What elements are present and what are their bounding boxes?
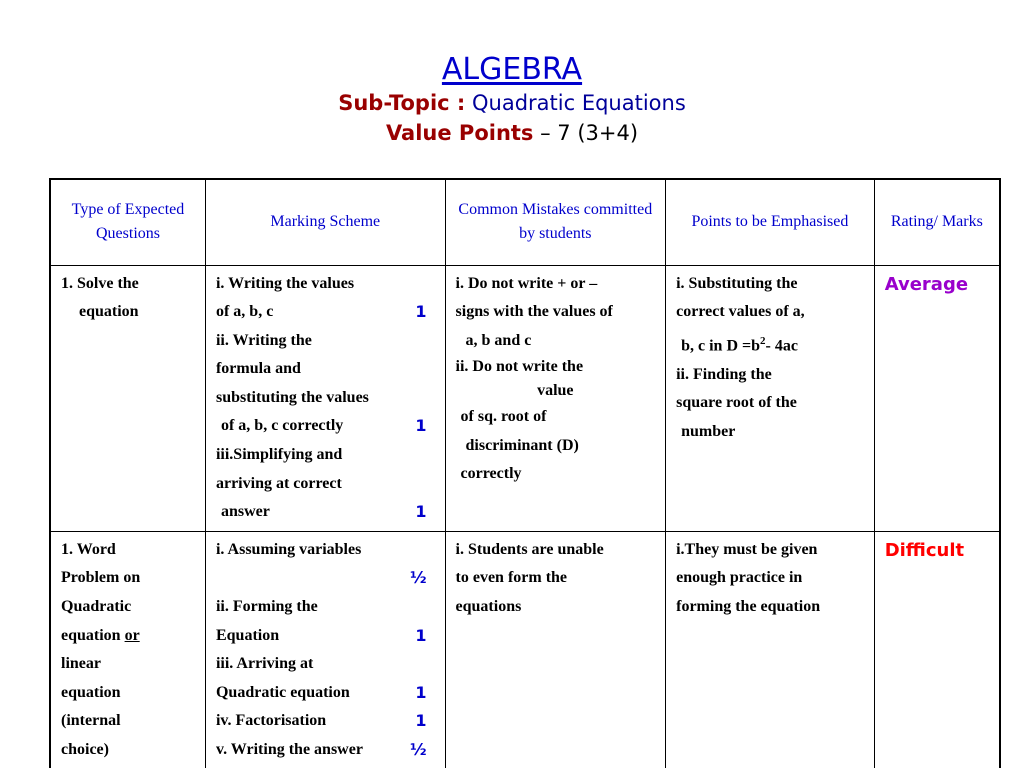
text-line: i. Students are unable [455,540,604,558]
common-mistakes-cell [445,531,666,768]
header-marking-scheme: Marking Scheme [205,179,445,265]
text-line: square root of the [676,394,797,412]
text-line: enough practice in [676,569,803,587]
text-line: formula and [215,360,301,378]
text-line: correctly [460,465,522,483]
text-line: discriminant (D) [465,436,579,454]
text-line: i. Writing the values [215,274,355,292]
text-line: ii. Do not write the [455,358,584,376]
header-rating: Rating/ Marks [874,179,1000,265]
text-line: ii. Writing the [215,331,312,349]
text-line: a, b and c [465,331,532,349]
mark-value: 1 [415,302,427,322]
text-line: equation [61,683,121,701]
mark-value: 1 [415,416,427,436]
value-points-value: – 7 (3+4) [533,121,639,145]
text-line: choice) [61,741,109,758]
text-line: answer [220,503,270,521]
rating-difficult: Difficult [884,539,965,561]
text-line: iv. Factorisation [215,712,327,730]
text-line: Quadratic equation [215,683,350,701]
mark-value: 1 [415,711,427,731]
text-line: of sq. root of [460,408,547,426]
text-line: iii. Arriving at [215,655,314,673]
points-emphasised-cell [666,531,875,768]
mark-value: 1 [415,625,427,645]
mark-value: ½ [409,740,427,759]
formula-text: - 4ac [765,337,798,355]
text-line: value [537,382,574,400]
table-row [50,531,1000,768]
value-points-line [0,118,1024,148]
marking-scheme-cell [205,265,445,531]
text-line: linear [61,655,101,673]
value-points-label: Value Points [385,121,534,145]
header-points-emphasised: Points to be Emphasised [666,179,875,265]
text-line: Equation [215,626,280,644]
text-line: to even form the [455,569,568,587]
underlined-or: or [124,626,140,644]
text-fragment: equation [61,626,125,644]
marking-scheme-table [49,178,1001,768]
subtopic-value: Quadratic Equations [472,91,686,115]
text-line: of a, b, c correctly [220,417,344,435]
slide-header [0,52,1024,148]
text-line: v. Writing the answer [215,741,363,758]
table-row [50,265,1000,531]
text-line: forming the equation [676,598,821,616]
text-line: arriving at correct [215,474,342,492]
text-line: of a, b, c [215,303,274,321]
header-common-mistakes: Common Mistakes committed by students [445,179,666,265]
text-line: (internal [61,712,121,730]
text-line: 1. Solve the [61,274,139,292]
text-line: ii. Finding the [676,365,772,383]
text-line: Problem on [61,569,141,587]
text-line: Quadratic [61,598,132,616]
mark-value: 1 [415,502,427,522]
text-line: i. Substituting the [676,274,798,292]
text-line: iii.Simplifying and [215,446,343,464]
text-line: number [681,422,736,440]
text-line: substituting the values [215,388,369,406]
text-line: equations [455,598,522,616]
text-line: correct values of a, [676,303,805,321]
text-line [676,327,864,361]
marking-scheme-cell [205,531,445,768]
text-line [61,622,195,651]
table-header-row [50,179,1000,265]
rating-cell [874,265,1000,531]
rating-cell [874,531,1000,768]
formula-exponent: 2 [760,334,766,347]
common-mistakes-cell [445,265,666,531]
text-line: 1. Word [61,540,116,558]
text-line: ii. Forming the [215,598,318,616]
header-question-type: Type of Expected Questions [50,179,205,265]
points-emphasised-cell [666,265,875,531]
subtopic-line [0,88,1024,118]
text-line: signs with the values of [455,303,613,321]
subtopic-label: Sub-Topic : [338,91,466,115]
rating-average: Average [884,273,969,295]
question-type-cell [50,265,205,531]
slide-title: ALGEBRA [441,52,583,87]
formula-text: b, c in D =b [681,337,761,355]
text-line: equation [79,303,139,321]
mark-value: 1 [415,682,427,702]
mark-value: ½ [409,568,427,588]
text-line: i. Assuming variables [215,540,362,558]
text-line: i. Do not write + or – [455,274,598,292]
text-line: i.They must be given [676,540,818,558]
question-type-cell [50,531,205,768]
